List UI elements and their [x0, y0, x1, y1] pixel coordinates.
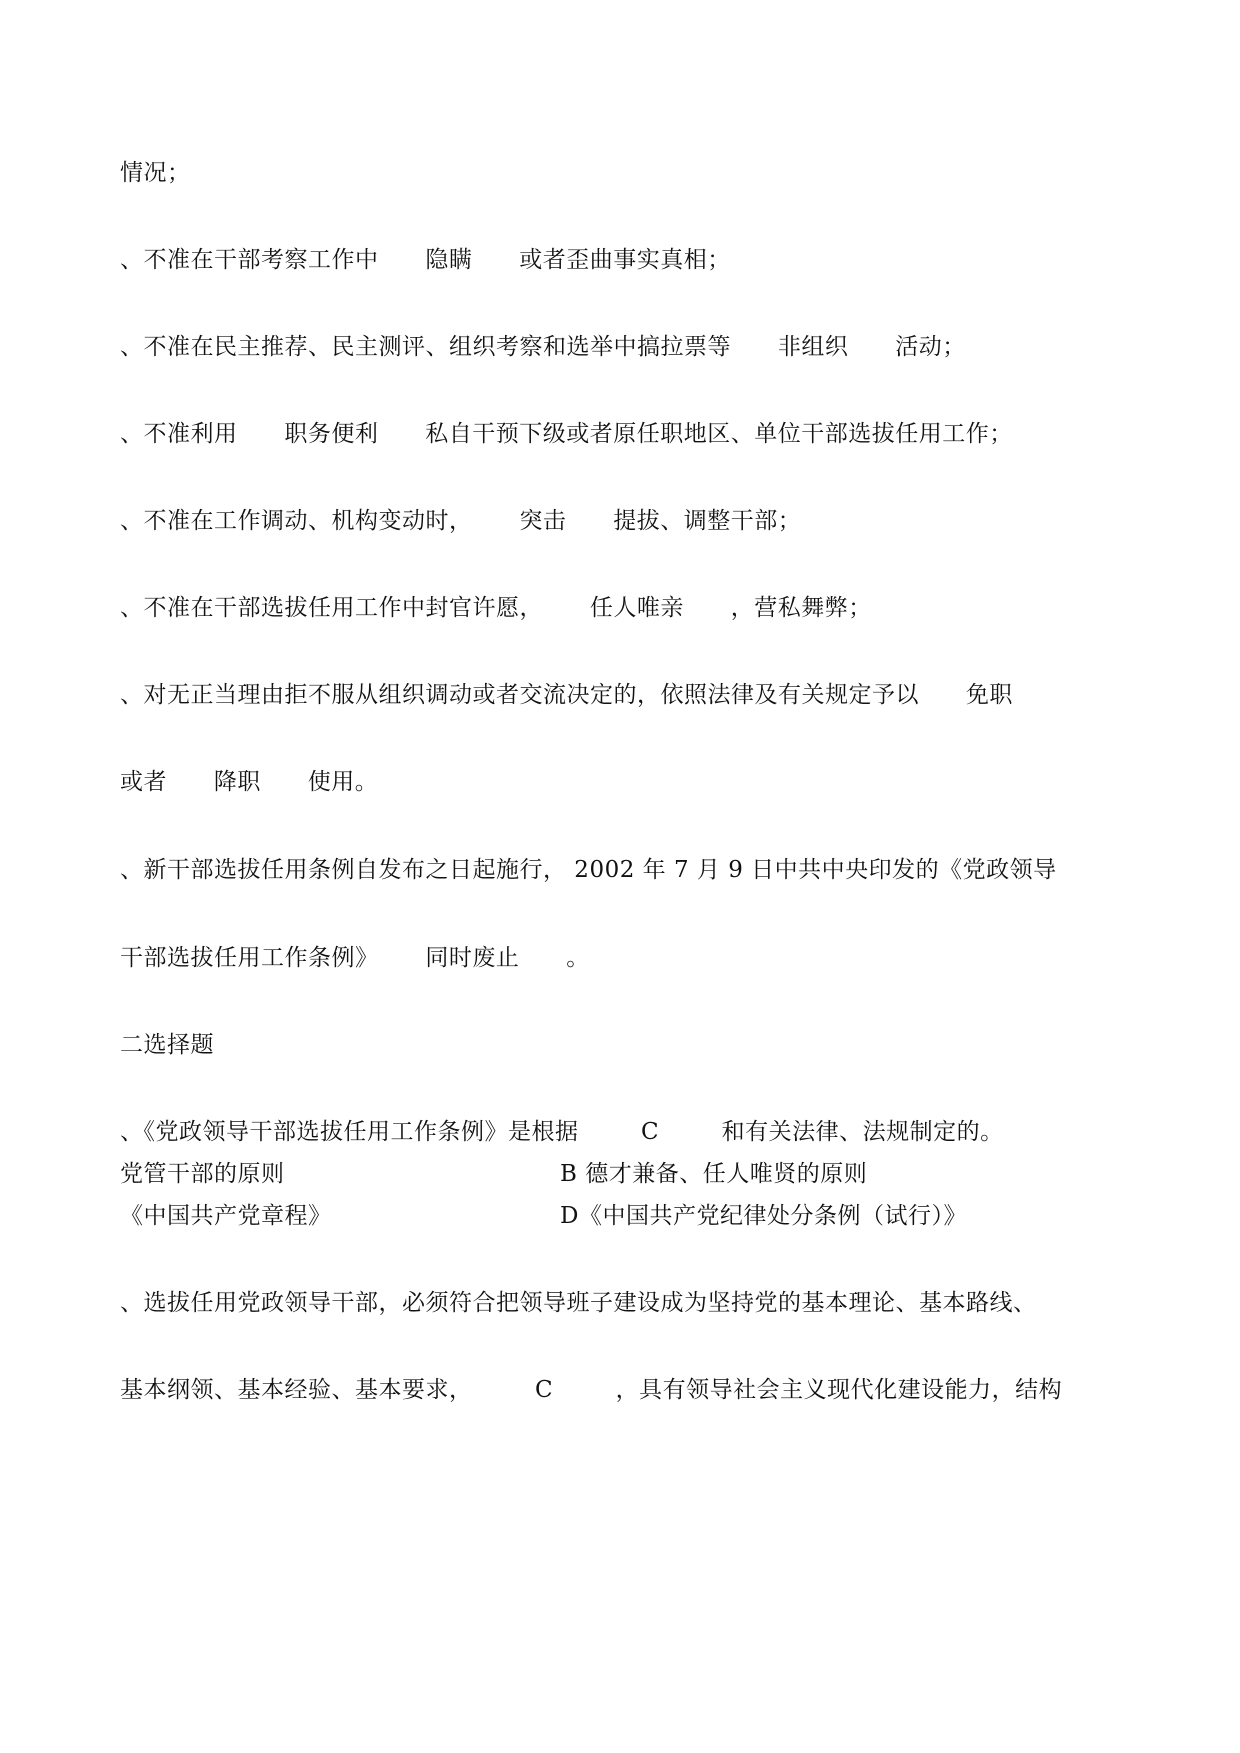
question-1-option-a: 党管干部的原则	[120, 1161, 285, 1187]
text-line-10: 干部选拔任用工作条例》 同时废止 。	[120, 945, 590, 971]
text-line-8: 或者 降职 使用。	[120, 769, 379, 795]
question-1-option-c: 《中国共产党章程》	[120, 1203, 332, 1229]
question-1-option-b: B 德才兼备、任人唯贤的原则	[560, 1161, 868, 1187]
question-2-line-1: 、选拔任用党政领导干部，必须符合把领导班子建设成为坚持党的基本理论、基本路线、	[120, 1290, 1037, 1316]
text-line-4: 、不准利用 职务便利 私自干预下级或者原任职地区、单位干部选拔任用工作；	[120, 421, 1013, 447]
section-heading: 二选择题	[120, 1032, 214, 1058]
text-line-1: 情况；	[120, 160, 191, 186]
question-1-stem: 、《党政领导干部选拔任用工作条例》是根据 C 和有关法律、法规制定的。	[120, 1119, 1004, 1145]
text-line-9: 、新干部选拔任用条例自发布之日起施行， 2002 年 7 月 9 日中共中央印发的《党政领导	[120, 857, 1057, 883]
question-2-line-2: 基本纲领、基本经验、基本要求， C ，具有领导社会主义现代化建设能力，结构	[120, 1377, 1063, 1403]
text-line-3: 、不准在民主推荐、民主测评、组织考察和选举中搞拉票等 非组织 活动；	[120, 334, 966, 360]
text-line-6: 、不准在干部选拔任用工作中封官许愿， 任人唯亲 ，营私舞弊；	[120, 595, 872, 621]
text-line-5: 、不准在工作调动、机构变动时， 突击 提拔、调整干部；	[120, 508, 802, 534]
text-line-7: 、对无正当理由拒不服从组织调动或者交流决定的，依照法律及有关规定予以 免职	[120, 682, 1013, 708]
question-1-option-d: D《中国共产党纪律处分条例（试行）》	[560, 1203, 967, 1229]
text-line-2: 、不准在干部考察工作中 隐瞒 或者歪曲事实真相；	[120, 247, 731, 273]
